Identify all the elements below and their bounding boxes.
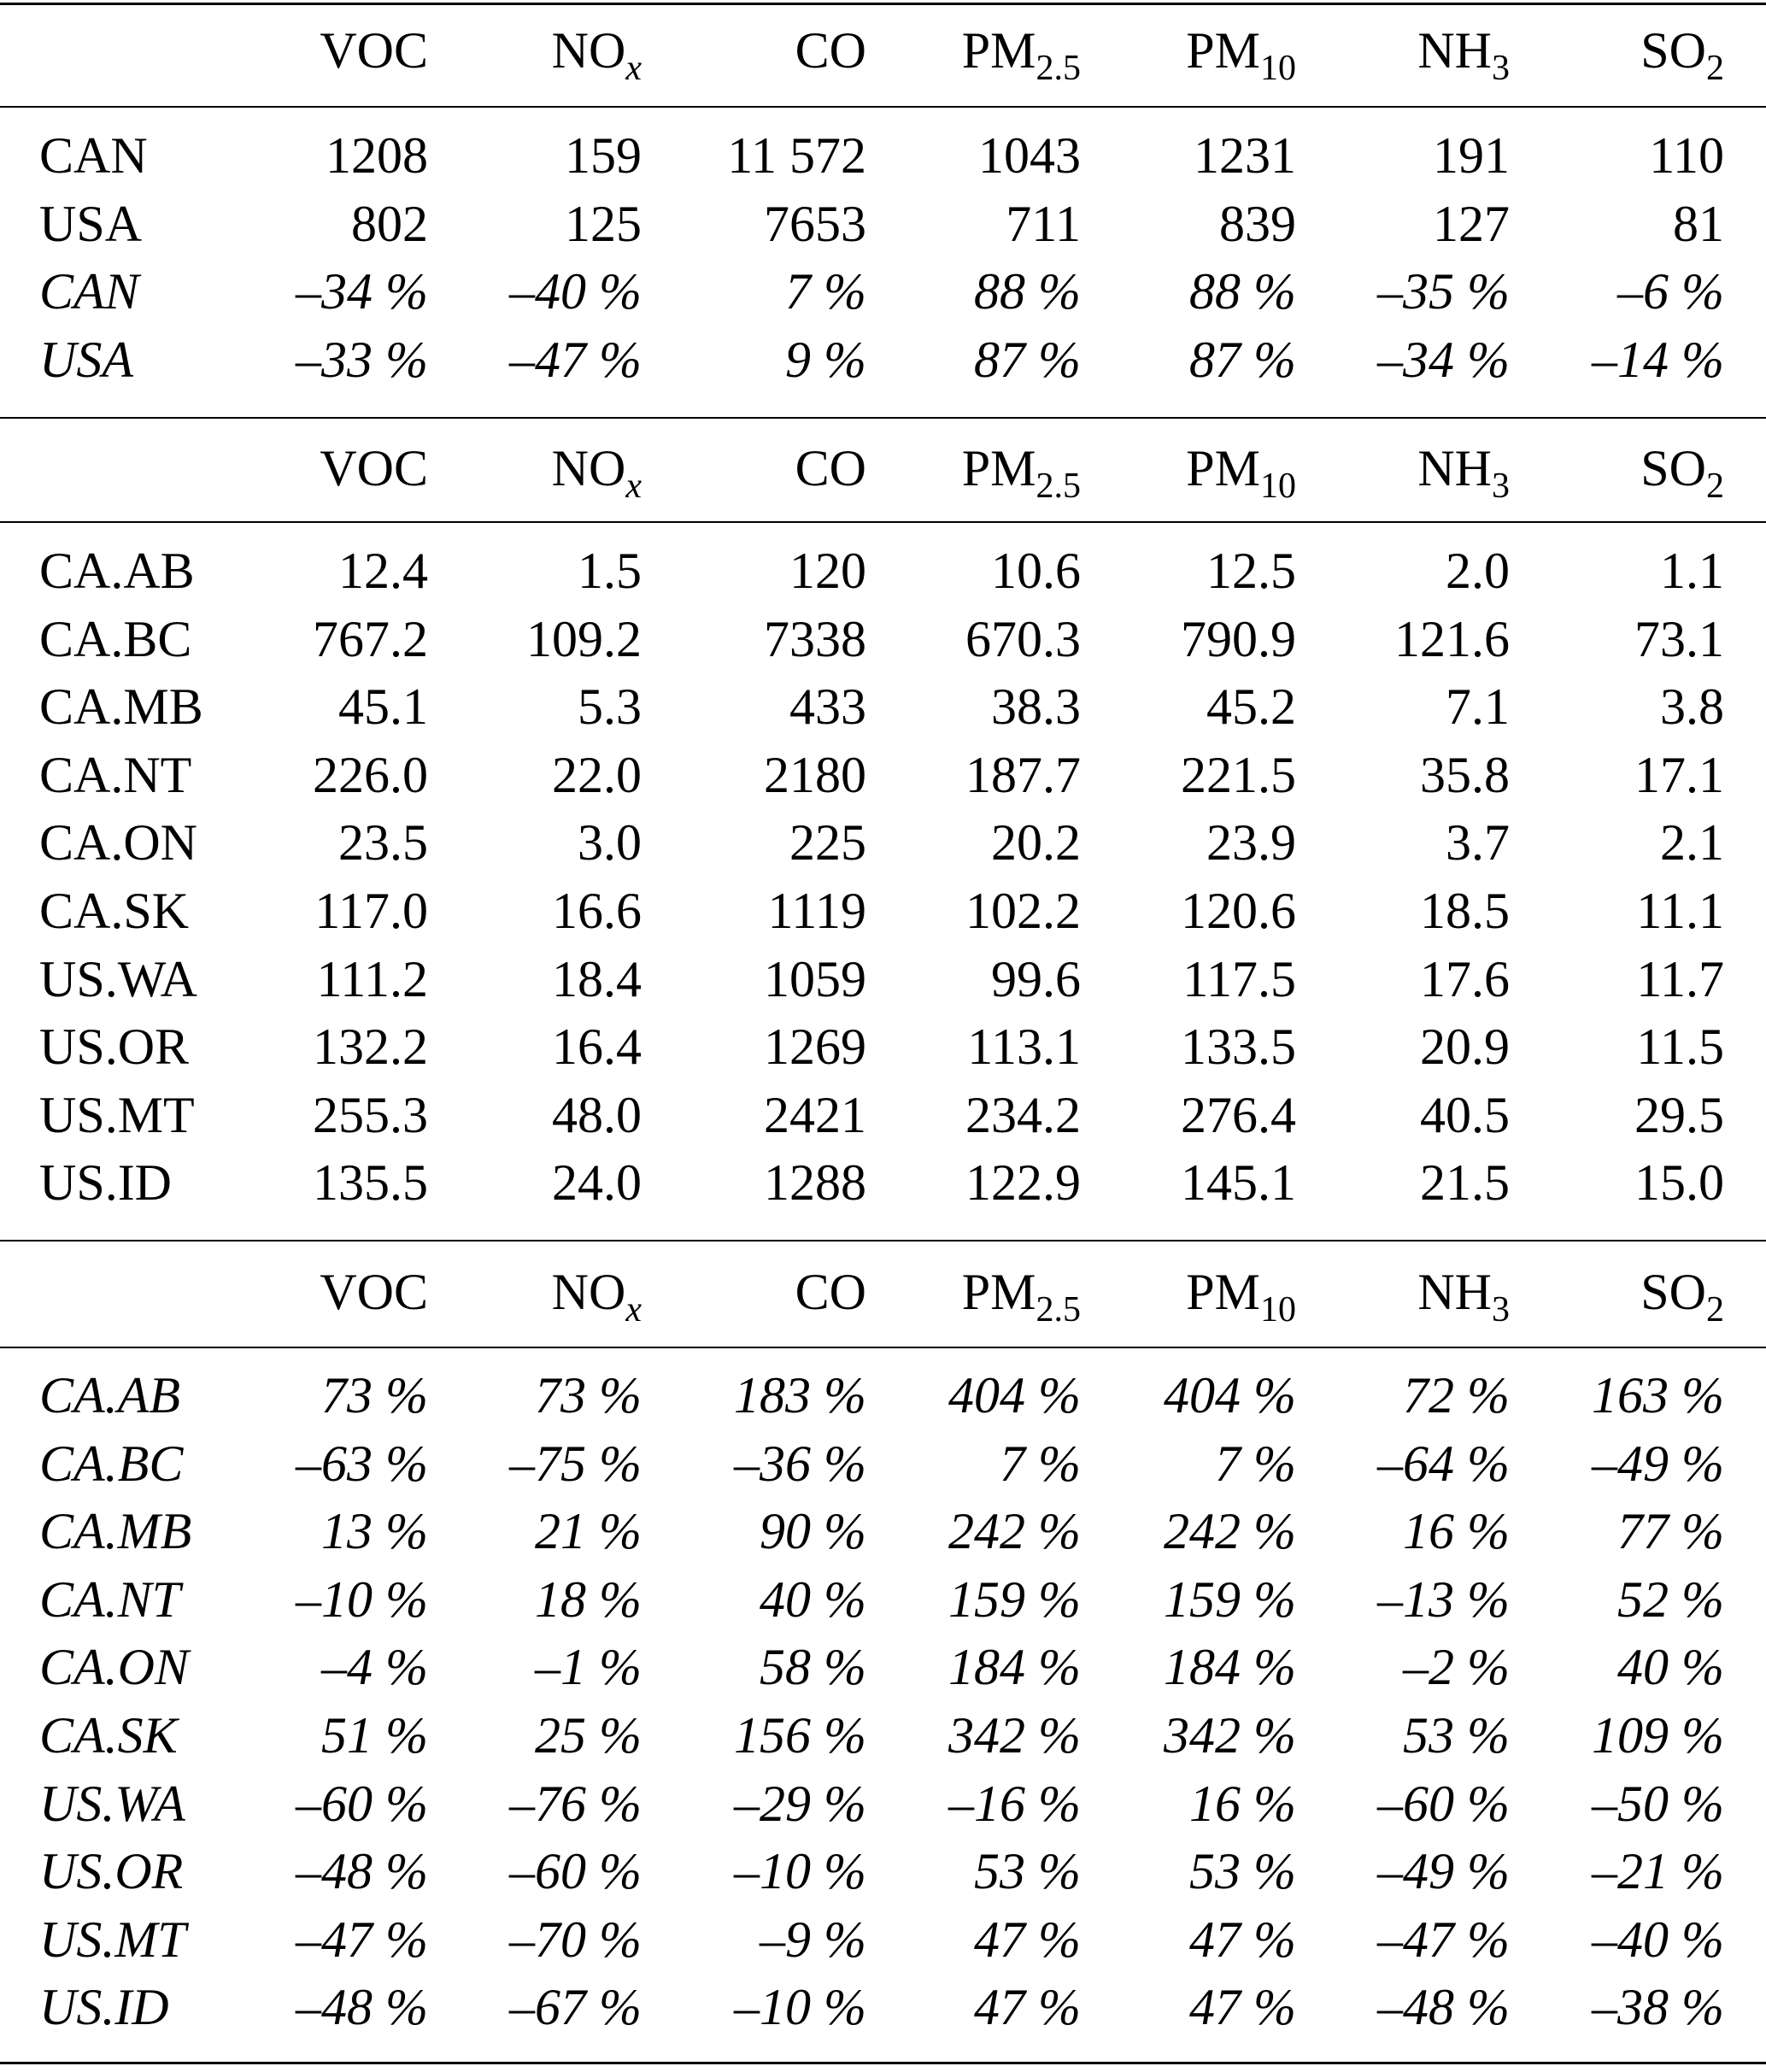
column-header-base: CO (795, 1264, 866, 1320)
table-cell: 3.0 (578, 814, 642, 872)
column-header-subscript: x (625, 49, 642, 88)
table-cell: 1288 (764, 1154, 866, 1212)
table-row (0, 808, 1766, 877)
table-rule (0, 3, 1766, 5)
row-label: US.MT (39, 1911, 186, 1968)
table-cell: 20.9 (1420, 1018, 1510, 1076)
table-cell: 117.5 (1182, 950, 1296, 1007)
column-header-subscript: 10 (1260, 49, 1296, 88)
table-cell: 20.2 (991, 814, 1081, 872)
column-header-subscript: 2 (1706, 49, 1724, 88)
table-cell: 10.6 (991, 543, 1081, 599)
table-cell: 47 % (1189, 1911, 1296, 1968)
table-cell: 404 % (1164, 1367, 1296, 1423)
table-cell: –2 % (1403, 1639, 1510, 1696)
column-header (551, 1258, 642, 1329)
column-header-base: NO (551, 1264, 626, 1320)
table-cell: 45.1 (338, 678, 428, 736)
row-label: US.OR (39, 1018, 190, 1076)
table-cell: 802 (351, 195, 428, 252)
column-header-subscript: 10 (1260, 467, 1296, 506)
table-cell: 53 % (1403, 1707, 1510, 1764)
column-header (1417, 434, 1510, 506)
table-row (0, 1633, 1766, 1701)
table-cell: 127 (1433, 195, 1510, 252)
column-header (320, 434, 428, 502)
column-header-base: SO (1640, 1264, 1706, 1320)
column-header (1186, 16, 1296, 88)
table-cell: 18.4 (552, 950, 642, 1007)
table-rule (0, 417, 1766, 419)
table-cell: 184 % (1164, 1639, 1296, 1696)
table-cell: 23.5 (338, 814, 428, 872)
table-cell: –60 % (296, 1775, 428, 1832)
table-cell: 1.5 (578, 543, 642, 599)
table-cell: 7653 (764, 195, 866, 252)
table-cell: 120.6 (1181, 883, 1296, 939)
table-cell: 73.1 (1634, 610, 1724, 667)
table-row (0, 877, 1766, 945)
table-cell: 110 (1649, 127, 1724, 184)
table-row (0, 1081, 1766, 1149)
table-row (0, 190, 1766, 258)
column-header-base: NH (1417, 1264, 1492, 1320)
table-cell: –40 % (1592, 1911, 1724, 1968)
table-cell: 3.7 (1446, 814, 1510, 872)
row-label: USA (39, 195, 143, 252)
row-label: CA.SK (39, 1707, 178, 1764)
table-cell: –60 % (1377, 1775, 1510, 1832)
table-cell: 12.5 (1206, 543, 1296, 599)
row-label: CA.MB (39, 1503, 192, 1560)
table-rule (0, 2062, 1766, 2064)
table-cell: 670.3 (965, 610, 1081, 667)
table-cell: 255.3 (313, 1086, 428, 1143)
row-label: CA.AB (39, 1367, 180, 1423)
table-cell: 109 % (1592, 1707, 1724, 1764)
row-label: CAN (39, 127, 148, 184)
table-cell: 102.2 (965, 883, 1081, 939)
table-cell: 81 (1673, 195, 1724, 252)
column-header-base: PM (1186, 22, 1260, 79)
table-cell: –75 % (509, 1435, 642, 1492)
column-header-base: NO (551, 22, 626, 79)
table-row (0, 1429, 1766, 1498)
table-cell: 35.8 (1420, 746, 1510, 803)
header-row (0, 1258, 1766, 1329)
table-cell: –10 % (296, 1570, 428, 1628)
row-label: CA.ON (39, 814, 198, 872)
table-cell: 2421 (764, 1086, 866, 1143)
table-cell: –10 % (734, 1843, 866, 1900)
table-cell: 13 % (321, 1503, 428, 1560)
table-cell: –67 % (509, 1979, 642, 2036)
table-cell: 242 % (948, 1503, 1081, 1560)
table-row (0, 1148, 1766, 1217)
table-cell: 17.1 (1634, 746, 1724, 803)
row-label: CA.ON (39, 1639, 190, 1696)
table-cell: 767.2 (313, 610, 428, 667)
column-header (551, 434, 642, 506)
table-cell: –13 % (1377, 1570, 1510, 1628)
table-cell: 16.4 (552, 1018, 642, 1076)
table-cell: 234.2 (965, 1086, 1081, 1143)
table-cell: 117.0 (314, 883, 428, 939)
table-cell: 1043 (978, 127, 1081, 184)
table-cell: 18.5 (1420, 883, 1510, 939)
table-cell: 87 % (974, 331, 1081, 388)
column-header (1640, 16, 1724, 88)
table-row (0, 605, 1766, 673)
table-row (0, 1497, 1766, 1565)
table-cell: 2.1 (1660, 814, 1724, 872)
table-cell: 18 % (535, 1570, 642, 1628)
row-label: CA.NT (39, 746, 192, 803)
table-row (0, 326, 1766, 394)
header-row (0, 16, 1766, 88)
table-cell: 132.2 (313, 1018, 428, 1076)
table-cell: 17.6 (1420, 950, 1510, 1007)
column-header (795, 434, 866, 502)
row-label: US.WA (39, 1775, 185, 1832)
table-row (0, 741, 1766, 809)
column-header-subscript: 2 (1706, 1290, 1724, 1329)
table-cell: 99.6 (991, 950, 1081, 1007)
column-header (795, 16, 866, 85)
table-row (0, 121, 1766, 190)
table-cell: –49 % (1377, 1843, 1510, 1900)
table-cell: 48.0 (552, 1086, 642, 1143)
column-header-base: PM (961, 440, 1036, 496)
column-header-base: NO (551, 440, 626, 496)
table-cell: 159 (565, 127, 642, 184)
table-cell: –36 % (734, 1435, 866, 1492)
table-cell: 133.5 (1181, 1018, 1296, 1076)
table-row (0, 257, 1766, 326)
table-cell: 7 % (785, 263, 866, 320)
table-cell: 40 % (760, 1570, 866, 1628)
column-header-subscript: 2.5 (1036, 1290, 1081, 1329)
table-cell: –48 % (1377, 1979, 1510, 2036)
table-cell: 7 % (1000, 1435, 1081, 1492)
table-cell: –47 % (1377, 1911, 1510, 1968)
table-cell: 40.5 (1420, 1086, 1510, 1143)
table-cell: –6 % (1617, 263, 1724, 320)
table-cell: –29 % (734, 1775, 866, 1832)
table-cell: 191 (1433, 127, 1510, 184)
table-cell: –9 % (760, 1911, 866, 1968)
column-header-subscript: 3 (1492, 49, 1510, 88)
table-cell: 58 % (760, 1639, 866, 1696)
table-cell: –47 % (296, 1911, 428, 1968)
table-row (0, 672, 1766, 741)
row-label: USA (39, 331, 133, 388)
table-cell: 2180 (764, 746, 866, 803)
table-cell: 790.9 (1181, 610, 1296, 667)
table-cell: –64 % (1377, 1435, 1510, 1492)
row-label: CA.AB (39, 543, 195, 599)
table-cell: 47 % (1189, 1979, 1296, 2036)
column-header-subscript: 2 (1706, 467, 1724, 506)
column-header-base: SO (1640, 440, 1706, 496)
table-cell: 125 (565, 195, 642, 252)
table-row (0, 1973, 1766, 2041)
table-cell: 53 % (1189, 1843, 1296, 1900)
table-cell: 1208 (326, 127, 428, 184)
table-cell: 22.0 (552, 746, 642, 803)
table-cell: 183 % (734, 1367, 866, 1423)
table-cell: 9 % (785, 331, 866, 388)
table-cell: –4 % (321, 1639, 428, 1696)
table-cell: 29.5 (1634, 1086, 1724, 1143)
table-cell: 404 % (948, 1367, 1081, 1423)
column-header-base: PM (961, 22, 1036, 79)
table-row (0, 1361, 1766, 1429)
table-cell: 38.3 (991, 678, 1081, 736)
header-row (0, 434, 1766, 506)
column-header-subscript: x (625, 1290, 642, 1329)
table-cell: 225 (789, 814, 866, 872)
table-cell: 23.9 (1206, 814, 1296, 872)
table-row (0, 1905, 1766, 1974)
table-cell: 16 % (1403, 1503, 1510, 1560)
table-cell: –63 % (296, 1435, 428, 1492)
column-header (1186, 434, 1296, 506)
row-label: US.ID (39, 1154, 173, 1212)
column-header (1186, 1258, 1296, 1329)
table-cell: 342 % (948, 1707, 1081, 1764)
column-header-base: SO (1640, 22, 1706, 79)
table-cell: 156 % (734, 1707, 866, 1764)
table-cell: 87 % (1189, 331, 1296, 388)
column-header-subscript: 2.5 (1036, 49, 1081, 88)
table-cell: 51 % (321, 1707, 428, 1764)
column-header-base: CO (795, 440, 866, 496)
row-label: US.MT (39, 1086, 195, 1143)
table-row (0, 1701, 1766, 1770)
row-label: CA.BC (39, 1435, 184, 1492)
table-cell: –34 % (1377, 331, 1510, 388)
table-cell: 839 (1219, 195, 1296, 252)
table-cell: 11 572 (727, 127, 866, 184)
table-cell: 40 % (1617, 1639, 1724, 1696)
table-cell: –49 % (1592, 1435, 1724, 1492)
column-header-subscript: 10 (1260, 1290, 1296, 1329)
table-cell: –33 % (296, 331, 428, 388)
column-header-subscript: 2.5 (1036, 467, 1081, 506)
row-label: US.WA (39, 950, 198, 1007)
row-label: CA.SK (39, 883, 190, 939)
table-cell: 187.7 (965, 746, 1081, 803)
table-cell: –48 % (296, 1843, 428, 1900)
table-cell: 226.0 (313, 746, 428, 803)
table-cell: –48 % (296, 1979, 428, 2036)
table-row (0, 1770, 1766, 1838)
table-cell: 90 % (760, 1503, 866, 1560)
table-cell: 73 % (321, 1367, 428, 1423)
column-header (1417, 1258, 1510, 1329)
table-cell: 1231 (1194, 127, 1296, 184)
row-label: CA.NT (39, 1570, 181, 1628)
table-cell: –21 % (1592, 1843, 1724, 1900)
column-header-base: VOC (320, 1264, 428, 1320)
table-row (0, 1837, 1766, 1905)
table-cell: 163 % (1592, 1367, 1724, 1423)
column-header (320, 1258, 428, 1326)
column-header (961, 1258, 1081, 1329)
table-cell: 53 % (974, 1843, 1081, 1900)
table-cell: 145.1 (1181, 1154, 1296, 1212)
table-cell: 184 % (948, 1639, 1081, 1696)
column-header (1417, 16, 1510, 88)
table-cell: 7.1 (1446, 678, 1510, 736)
table-cell: 342 % (1164, 1707, 1296, 1764)
table-cell: 15.0 (1634, 1154, 1724, 1212)
table-cell: 121.6 (1394, 610, 1510, 667)
table-cell: 25 % (535, 1707, 642, 1764)
table-cell: 159 % (948, 1570, 1081, 1628)
table-cell: 72 % (1403, 1367, 1510, 1423)
table-cell: 47 % (974, 1911, 1081, 1968)
table-cell: 7338 (764, 610, 866, 667)
table-cell: –16 % (948, 1775, 1081, 1832)
table-cell: 24.0 (552, 1154, 642, 1212)
table-cell: 1269 (764, 1018, 866, 1076)
table-row (0, 1013, 1766, 1081)
table-cell: –35 % (1377, 263, 1510, 320)
column-header-subscript: 3 (1492, 1290, 1510, 1329)
table-cell: 12.4 (338, 543, 428, 599)
table-cell: 221.5 (1181, 746, 1296, 803)
column-header-base: PM (961, 1264, 1036, 1320)
table-cell: 711 (1006, 195, 1081, 252)
column-header (551, 16, 642, 88)
table-cell: 242 % (1164, 1503, 1296, 1560)
table-rule (0, 106, 1766, 108)
table-cell: 7 % (1215, 1435, 1296, 1492)
table-cell: 113.1 (967, 1018, 1081, 1076)
table-cell: 73 % (535, 1367, 642, 1423)
table-cell: 77 % (1617, 1503, 1724, 1560)
table-cell: 88 % (974, 263, 1081, 320)
table-cell: 111.2 (316, 950, 428, 1007)
table-cell: 16.6 (552, 883, 642, 939)
row-label: CAN (39, 263, 139, 320)
table-cell: 1.1 (1660, 543, 1724, 599)
table-cell: 16 % (1189, 1775, 1296, 1832)
table-cell: 88 % (1189, 263, 1296, 320)
table-cell: 11.7 (1636, 950, 1724, 1007)
table-cell: 159 % (1164, 1570, 1296, 1628)
column-header (795, 1258, 866, 1326)
table-rule (0, 1347, 1766, 1348)
table-cell: 1119 (767, 883, 866, 939)
column-header (961, 434, 1081, 506)
table-cell: 5.3 (578, 678, 642, 736)
table-cell: 2.0 (1446, 543, 1510, 599)
table-cell: –14 % (1592, 331, 1724, 388)
row-label: CA.BC (39, 610, 192, 667)
table-cell: 45.2 (1206, 678, 1296, 736)
table-cell: –10 % (734, 1979, 866, 2036)
table-cell: 122.9 (965, 1154, 1081, 1212)
column-header (320, 16, 428, 85)
table-cell: 11.5 (1636, 1018, 1724, 1076)
column-header (961, 16, 1081, 88)
column-header-base: CO (795, 22, 866, 79)
table-cell: 1059 (764, 950, 866, 1007)
column-header-subscript: 3 (1492, 467, 1510, 506)
table-cell: 135.5 (313, 1154, 428, 1212)
table-cell: 21.5 (1420, 1154, 1510, 1212)
table-cell: –76 % (509, 1775, 642, 1832)
row-label: US.OR (39, 1843, 184, 1900)
column-header-base: PM (1186, 440, 1260, 496)
row-label: CA.MB (39, 678, 203, 736)
table-cell: –1 % (535, 1639, 642, 1696)
table-cell: 276.4 (1181, 1086, 1296, 1143)
table-cell: 120 (789, 543, 866, 599)
column-header-base: VOC (320, 22, 428, 79)
column-header-base: PM (1186, 1264, 1260, 1320)
table-cell: 21 % (535, 1503, 642, 1560)
table-cell: 3.8 (1660, 678, 1724, 736)
table-cell: –40 % (509, 263, 642, 320)
table-cell: –38 % (1592, 1979, 1724, 2036)
table-cell: 433 (789, 678, 866, 736)
table-cell: –60 % (509, 1843, 642, 1900)
column-header (1640, 1258, 1724, 1329)
column-header-subscript: x (625, 467, 642, 506)
table-cell: –47 % (509, 331, 642, 388)
column-header (1640, 434, 1724, 506)
table-cell: –70 % (509, 1911, 642, 1968)
table-cell: –34 % (296, 263, 428, 320)
row-label: US.ID (39, 1979, 169, 2036)
table-cell: 11.1 (1636, 883, 1724, 939)
table-row (0, 537, 1766, 605)
column-header-base: NH (1417, 440, 1492, 496)
column-header-base: NH (1417, 22, 1492, 79)
table-row (0, 1565, 1766, 1634)
table-cell: 109.2 (526, 610, 642, 667)
column-header-base: VOC (320, 440, 428, 496)
table-row (0, 945, 1766, 1013)
table-cell: 47 % (974, 1979, 1081, 2036)
table-cell: 52 % (1617, 1570, 1724, 1628)
table-rule (0, 521, 1766, 523)
table-rule (0, 1240, 1766, 1241)
table-cell: –50 % (1592, 1775, 1724, 1832)
